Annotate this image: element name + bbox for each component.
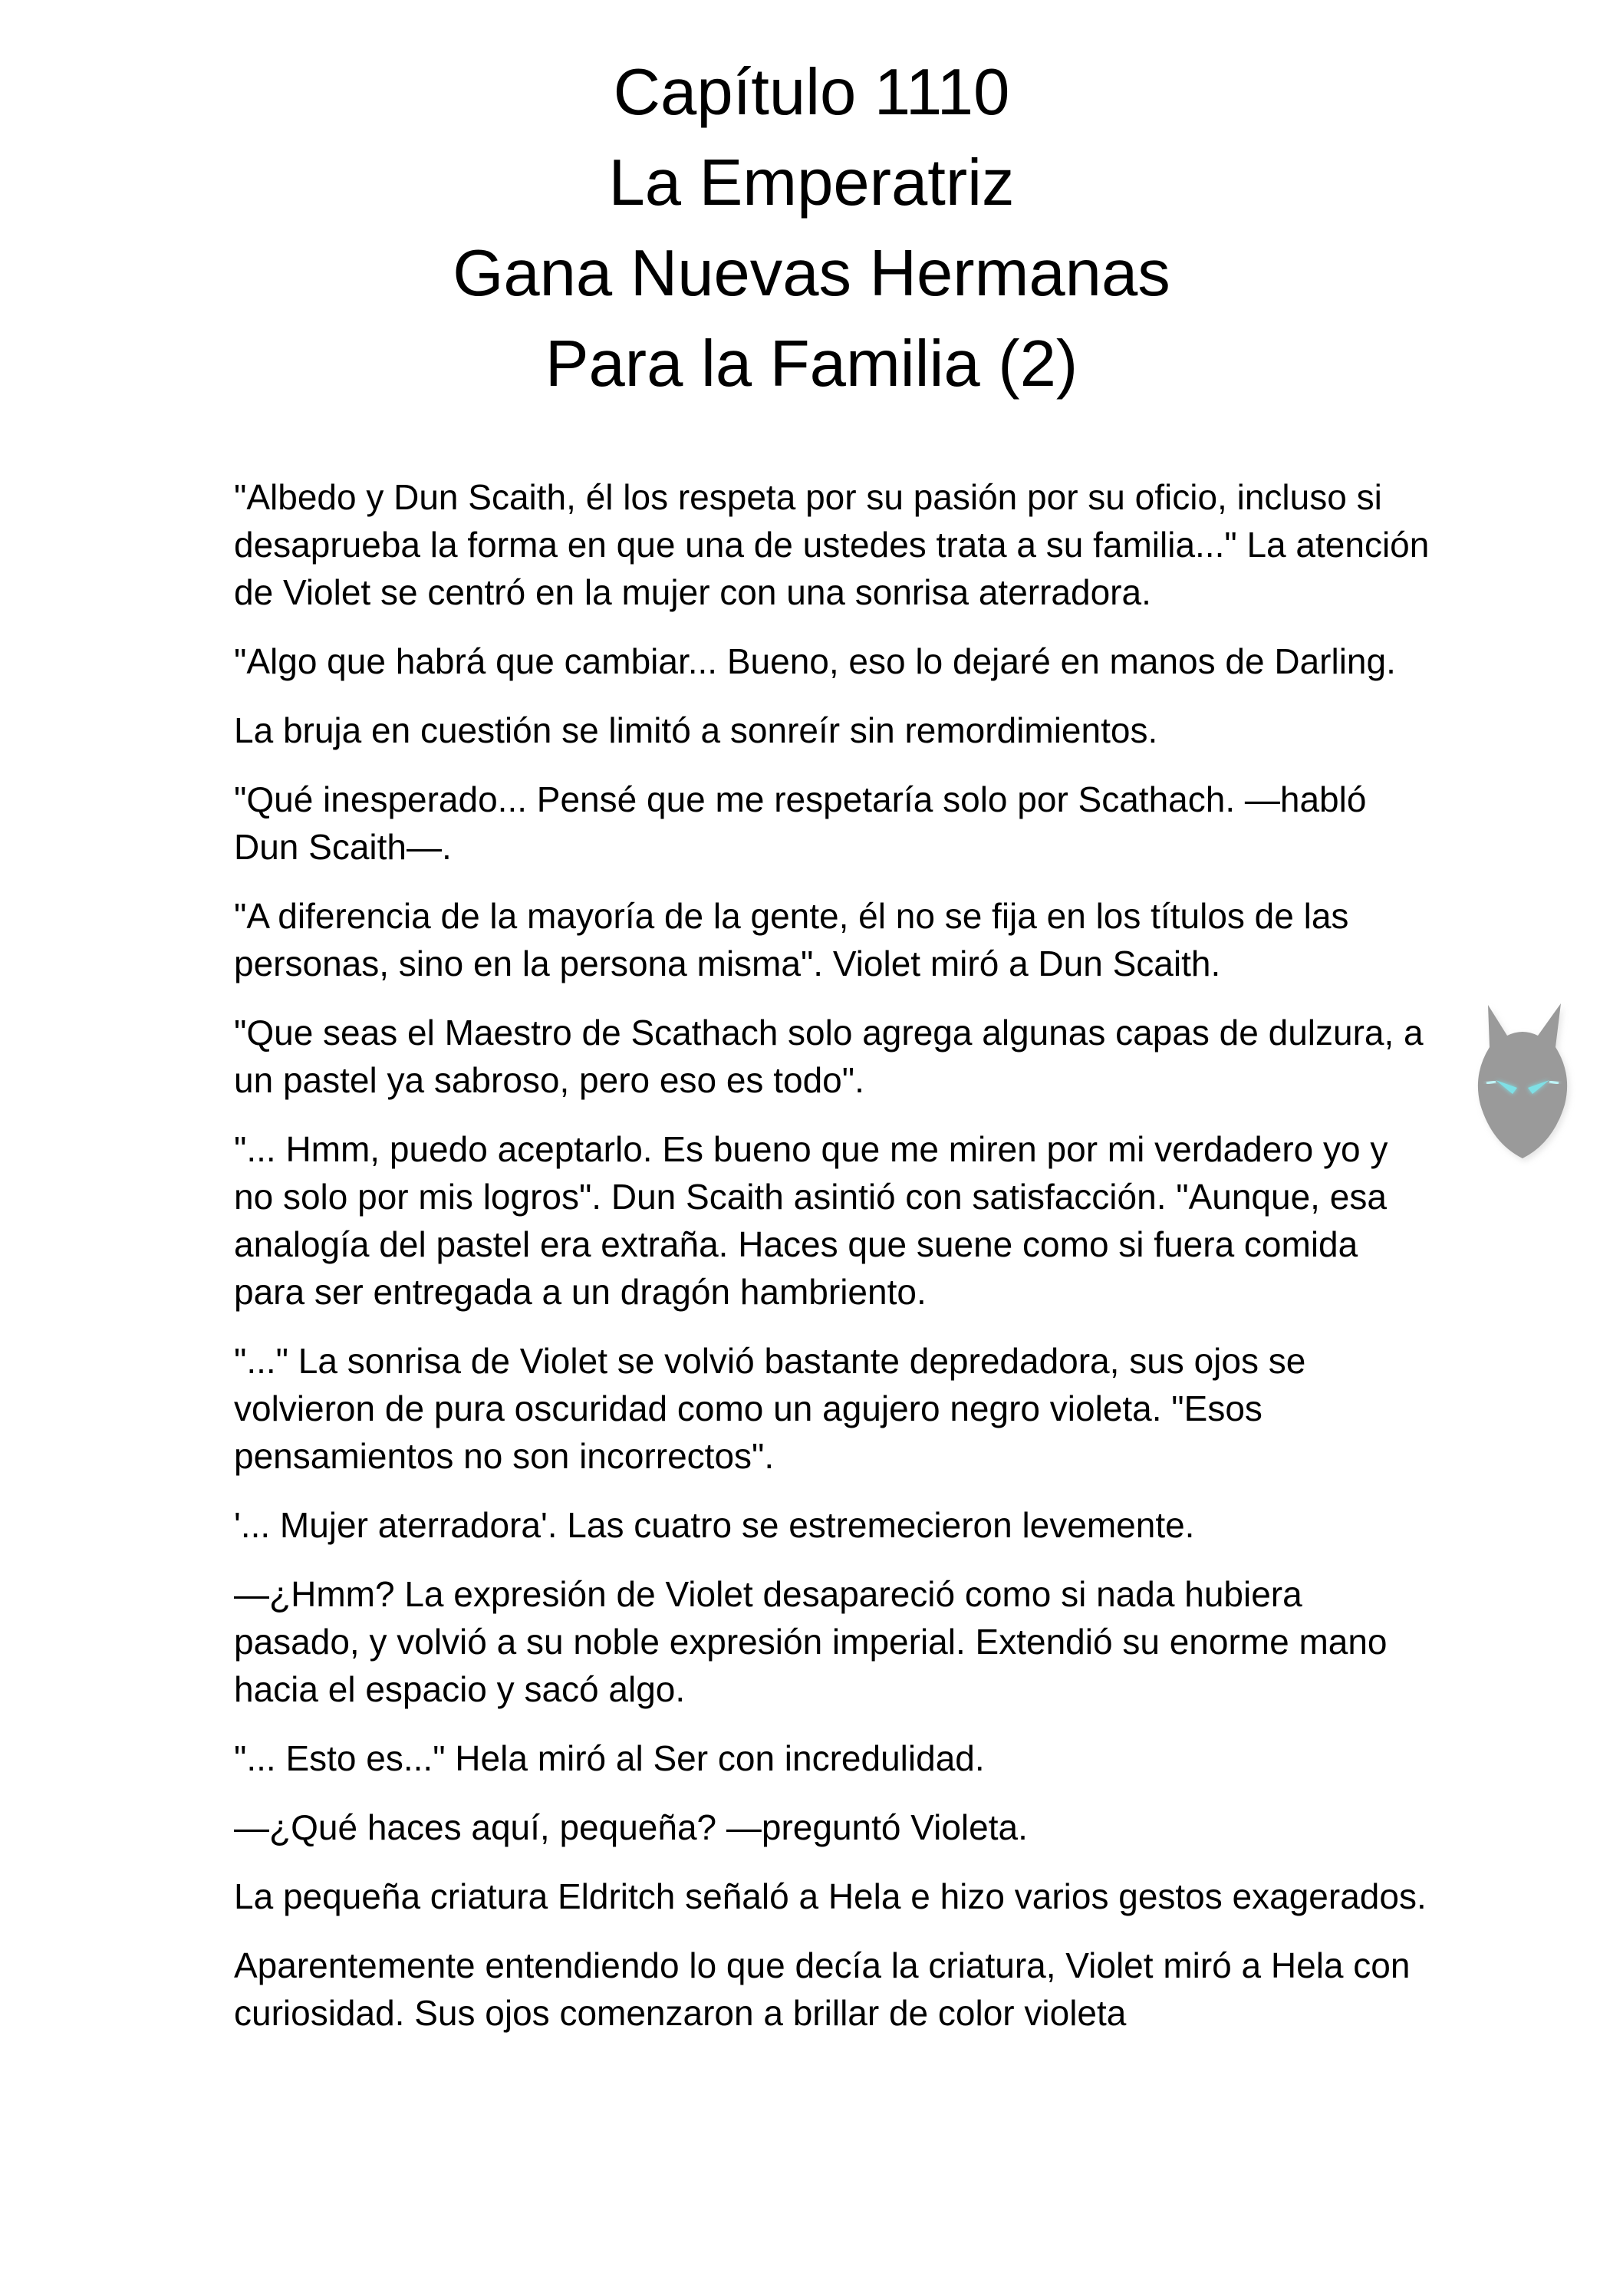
paragraph: "Qué inesperado... Pensé que me respetaría solo por Scathach. —habló Dun Scaith—. <box>234 779 1367 867</box>
chapter-title <box>0 48 1623 410</box>
paragraph: '... Mujer aterradora'. Las cuatro se estremecieron levemente. <box>234 1505 1195 1545</box>
demon-head-icon <box>1465 990 1580 1166</box>
chapter-title-line-4: Para la Familia (2) <box>545 328 1078 400</box>
paragraph: "... Esto es..." Hela miró al Ser con incredulidad. <box>234 1738 985 1778</box>
paragraph: "A diferencia de la mayoría de la gente, él no se fija en los títulos de las personas, sino en la persona misma". Violet miró a Dun Scaith. <box>234 896 1349 983</box>
paragraph: La bruja en cuestión se limitó a sonreír sin remordimientos. <box>234 710 1158 750</box>
paragraph: —¿Qué haces aquí, pequeña? —preguntó Violeta. <box>234 1807 1028 1847</box>
paragraph: "Que seas el Maestro de Scathach solo agrega algunas capas de dulzura, a un pastel ya sabroso, pero eso es todo". <box>234 1013 1424 1100</box>
paragraph: Aparentemente entendiendo lo que decía la criatura, Violet miró a Hela con curiosidad. Sus ojos comenzaron a brillar de color violeta <box>234 1945 1411 2033</box>
paragraph: —¿Hmm? La expresión de Violet desapareció como si nada hubiera pasado, y volvió a su noble expresión imperial. Extendió su enorme mano hacia el espacio y sacó algo. <box>234 1574 1388 1709</box>
chapter-title-line-3: Gana Nuevas Hermanas <box>453 237 1170 310</box>
paragraph: "... Hmm, puedo aceptarlo. Es bueno que me miren por mi verdadero yo y no solo por mis logros". Dun Scaith asintió con satisfacción. "Aunque, esa analogía del pastel era extraña. Haces que suene como si fuera comida para ser entregada a un dragón hambriento. <box>234 1129 1388 1312</box>
paragraph: La pequeña criatura Eldritch señaló a Hela e hizo varios gestos exagerados. <box>234 1876 1427 1916</box>
paragraph: "Albedo y Dun Scaith, él los respeta por su pasión por su oficio, incluso si desaprueba la forma en que una de ustedes trata a su familia..." La atención de Violet se centró en la mujer con una sonrisa aterradora. <box>234 477 1430 612</box>
paragraph: "..." La sonrisa de Violet se volvió bastante depredadora, sus ojos se volvieron de pura oscuridad como un agujero negro violeta. "Esos pensamientos no son incorrectos". <box>234 1341 1306 1476</box>
paragraph: "Algo que habrá que cambiar... Bueno, eso lo dejaré en manos de Darling. <box>234 641 1396 681</box>
chapter-title-line-1: Capítulo 1110 <box>613 56 1010 129</box>
chapter-title-line-2: La Emperatriz <box>608 147 1015 219</box>
chapter-body <box>234 473 1430 2058</box>
